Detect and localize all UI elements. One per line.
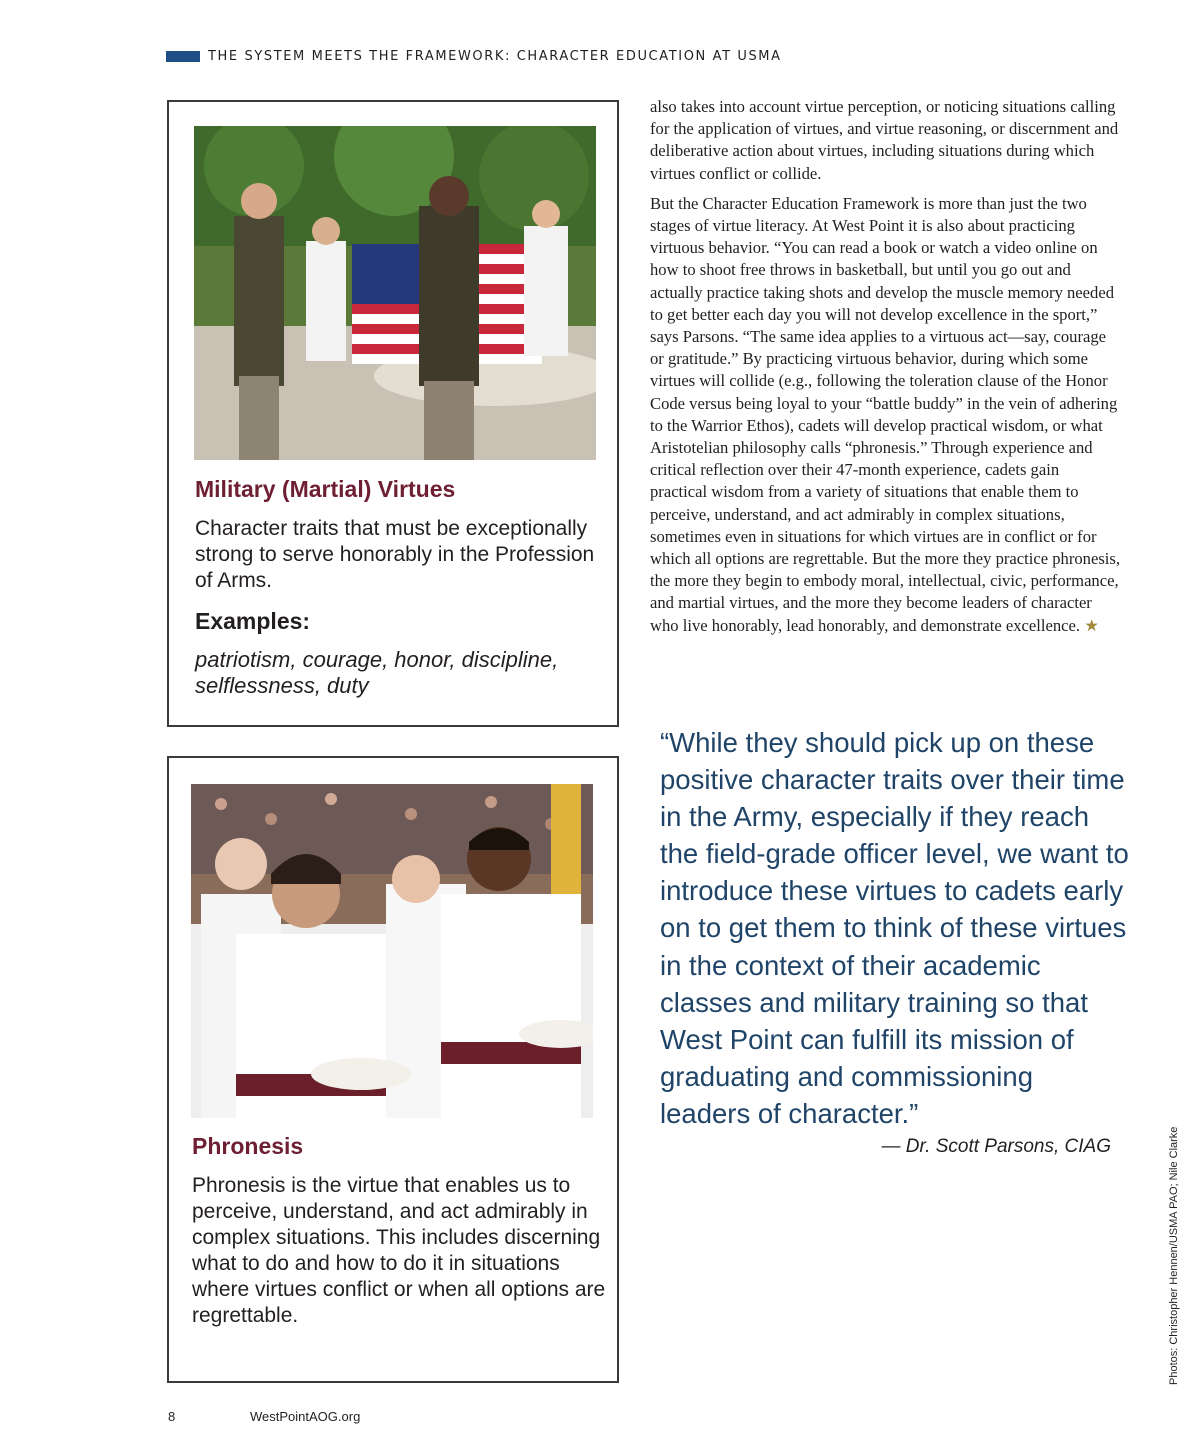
box-title-phronesis: Phronesis [192, 1133, 304, 1159]
article-column [650, 96, 1120, 645]
running-header [166, 47, 782, 65]
article-paragraph-2 [650, 193, 1120, 637]
sidebar-box-phronesis [167, 756, 619, 1383]
box-body-phronesis: Phronesis is the virtue that enables us to perceive, understand, and act admirably in complex situations. This includes discerning what to do and how to do it in situations where virtues conflict or when all options are regrettable. [192, 1174, 606, 1327]
pull-quote: “While they should pick up on these positive character traits over their time in the Army, especially if they reach the field-grade officer level, we want to introduce these virtues to cadets early on to get them to think of these virtues in the context of their academic classes and military training so that West Point can fulfill its mission of graduating and commissioning leaders of character.” [660, 727, 1129, 1129]
article-paragraph-1: also takes into account virtue perception, or noticing situations calling for the application of virtues, and virtue reasoning, or discernment and deliberative action about virtues, including situations during which virtues conflict or collide. [650, 97, 1119, 183]
photo-cadets-in-white [191, 784, 593, 1118]
box-title-military-virtues: Military (Martial) Virtues [195, 476, 456, 502]
article-paragraph-2-text: But the Character Education Framework is more than just the two stages of virtue literacy. At West Point it is also about practicing virtuous behavior. “You can read a book or watch a video online on how to shoot free throws in basketball, but until you go out and actually practice taking shots and develop the muscle memory needed to get better each day you will not develop excellence in the sport,” says Parsons. “The same idea applies to a virtuous act—say, courage or gratitude.” By practicing virtuous behavior, during which some virtues will collide (e.g., following the toleration clause of the Honor Code versus being loyal to your “battle buddy” in the vein of adhering to the Warrior Ethos), cadets will develop practical wisdom, or what Aristotelian philosophy calls “phronesis.” Through experience and critical reflection over their 47-month experience, cadets gain practical wisdom from a variety of situations that enable them to perceive, understand, and act admirably in complex situations, sometimes even in situations for which virtues are in conflict or for which all options are regrettable. But the more they practice phronesis, the more they begin to embody moral, intellectual, civic, performance, and martial virtues, and the more they become leaders of character who live honorably, lead honorably, and demonstrate excellence. [650, 193, 1120, 635]
box-body-military-virtues: Character traits that must be exceptionally strong to serve honorably in the Profession of Arms. [195, 517, 595, 592]
photo-flag-ceremony [194, 126, 596, 460]
footer-site: WestPointAOG.org [250, 1409, 361, 1424]
header-accent-bar [166, 51, 200, 62]
photo-credit: Photos: Christopher Hennen/USMA PAO; Nile Clarke [1168, 1126, 1180, 1385]
examples-label: Examples: [195, 608, 311, 634]
pull-quote-attribution: — Dr. Scott Parsons, CIAG [881, 1136, 1111, 1157]
header-title: THE SYSTEM MEETS THE FRAMEWORK: CHARACTER EDUCATION AT USMA [208, 48, 782, 64]
examples-list: patriotism, courage, honor, discipline, selflessness, duty [195, 647, 559, 698]
end-mark-star-icon: ★ [1084, 615, 1100, 635]
sidebar-box-military-virtues [167, 100, 619, 727]
page-number: 8 [168, 1409, 176, 1424]
